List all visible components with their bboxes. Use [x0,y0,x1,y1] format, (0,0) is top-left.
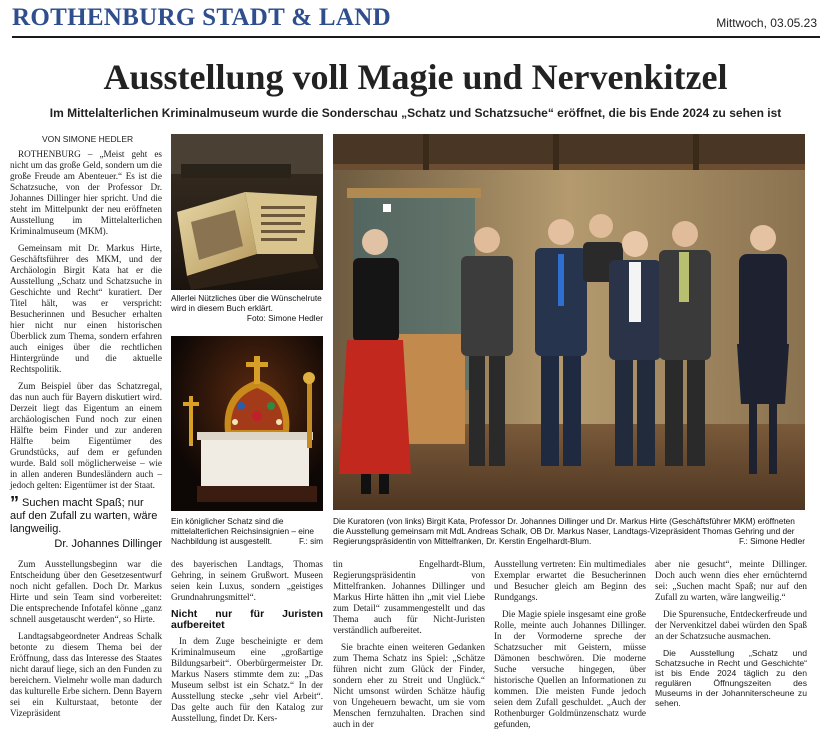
article-column-5-bottom [655,559,807,717]
crown-photo [171,336,323,511]
paragraph: des bayerischen Landtags, Thomas Gehring, in seinem Grußwort. Museen seien kein Luxus, sondern „geistiges Grundnahrungsmittel“. [171,559,323,602]
paragraph: Gemeinsam mit Dr. Markus Hirte, Geschäftsführer des MKM, und der Archäologin Birgit Kata hat er die Ausstellung „Schatz und Schatzsuche in Geschichte und Recht“ kuratiert. Der Titel hält, was er verspricht: Besucherinnen und Besucher erhalten hier nicht nur einen historischen Überblick zum Thema, sondern erfahren auch einiges über die rechtlichen Hintergründe und die aktuelle Rechtspolitik. [10,243,162,374]
paragraph: In dem Zuge bescheinigte er dem Kriminalmuseum eine „großartige Bildungsarbeit“. Oberbürgermeister Dr. Markus Nasers stimmte dem zu: „Das Museum selbst ist ein Schatz.“ In der Ausstellung stecke „sehr viel Arbeit“. Das gelte auch für den Katalog zur Ausstellung, findet Dr. Kers- [171,636,323,723]
caption-text: Allerlei Nützliches über die Wünschelrute wird in diesem Buch erklärt. [171,293,322,313]
article-byline: VON SIMONE HEDLER [42,134,134,144]
pull-quote [10,493,162,551]
paragraph: Landtagsabgeordneter Andreas Schalk betonte zu diesem Thema bei der Eröffnung, dass das Interesse des Staates nicht darauf liege, sich an den Funden zu bereichern. Vielmehr wolle man dadurch das kulturelle Erbe sichern. Denn Bayern sei ein Kulturstaat, betonte der Vizepräsident [10,631,162,718]
paragraph: Die Spurensuche, Entdeckerfreude und der Nervenkitzel dabei würden den Spaß an der Schatzsuche ausmachen. [655,609,807,641]
book-photo [171,134,323,290]
book-photo-caption [171,293,323,331]
article-column-3-bottom [333,559,485,729]
header-divider [12,36,820,38]
group-photo [333,134,805,510]
article-column-1-bottom [10,559,162,717]
pull-quote-text: Suchen macht Spaß; nur auf den Zufall zu warten, wäre langweilig. [10,497,158,535]
caption-text: Die Kuratoren (von links) Birgit Kata, Professor Dr. Johannes Dillinger und Dr. Markus Hirte (Geschäftsführer MKM) eröffneten die Ausstellung gemeinsam mit MdL Andreas Schalk, OB Dr. Markus Naser, Landtags-Vizepräsident Thomas Gehring und der Regierungspräsidentin von Mittelfranken, Dr. Kerstin Engelhardt-Blum. [333,516,795,546]
caption-text: Ein königlicher Schatz sind die mittelalterlichen Reichsinsignien – eine Nachbildung ist ausgestellt. [171,516,314,546]
paragraph: Zum Ausstellungsbeginn war die Entscheidung über den Gesetzesentwurf noch nicht gefallen. Doch Dr. Markus Hirte und sein Team sind vorbereitet: Die entsprechende Infotafel könne „ganz schnell ausgetauscht werden“, so Hirte. [10,559,162,624]
article-headline: Ausstellung voll Magie und Nervenkitzel [103,57,728,97]
paragraph: Ausstellung vertreten: Ein multimediales Exemplar erwartet die Besucherinnen und Besucher gleich am Beginn des Rundgangs. [494,559,646,602]
exhibition-info: Die Ausstellung „Schatz und Schatzsuche in Recht und Geschichte“ ist bis Ende 2024 täglich zu den regulären Öffnungszeiten des Museums in der Johanniterscheune zu sehen. [655,648,807,708]
quote-mark-icon: ” [10,493,19,513]
photo-credit: F.: sim [299,536,323,546]
paragraph: tin Engelhardt-Blum, Regierungspräsidentin von Mittelfranken. Johannes Dillinger und Markus Hirte hätten ihn „mit viel Liebe zum Detail“ zusammengestellt und das Thema auch für Nicht-Juristen verständlich aufbereitet. [333,559,485,635]
paragraph: Sie brachte einen weiteren Gedanken zum Thema Schatz ins Spiel: „Schätze führen nicht zum Glück der Finder, sondern eher zu Streit und Unglück.“ Nicht umsonst würden Schätze häufig von Ungeheuern bewacht, um sie vom Menschen fernzuhalten. Drachen sind auch in der [333,642,485,729]
paragraph: aber nie gesucht“, meinte Dillinger. Doch auch wenn dies eher ernüchternd sei: „Suchen macht Spaß; nur auf den Zufall zu warten, wäre langweilig.“ [655,559,807,602]
article-subheadline: Im Mittelalterlichen Kriminalmuseum wurde die Sonderschau „Schatz und Schatzsuche“ eröffnet, die bis Ende 2024 zu sehen ist [49,106,782,120]
photo-credit: F.: Simone Hedler [739,536,805,546]
section-subhead: Nicht nur für Juristen aufbereitet [171,608,323,631]
article-column-4-bottom [494,559,646,729]
article-column-2-bottom [171,559,323,723]
section-title: ROTHENBURG STADT & LAND [12,4,391,31]
paragraph: Zum Beispiel über das Schatzregal, das nun auch für Bayern diskutiert wird. Derzeit liegt das Eigentum an einem archäologischen Fund noch zur einen Hälfte beim Finder und zur anderen Hälfte beim Eigentümer des Grundstücks, auf dem er gefunden wurde. Bald soll möglicherweise – wie in allen anderen Bundesländern auch – jedoch gelten: Eigentümer ist der Staat. [10,381,162,490]
article-column-1-top [10,149,162,491]
pull-quote-author: Dr. Johannes Dillinger [54,538,162,550]
group-photo-caption [333,516,805,556]
paragraph: Die Magie spiele insgesamt eine große Rolle, meinte auch Johannes Dillinger. In der Vormoderne spreche der Schatzsucher mit Geistern, müsse Dämonen beschwören. Die moderne Suche versuche hingegen, über historische Quellen an Informationen zu kommen. Die meisten Funde jedoch seien dem Zufall geschuldet. „Auch der Rothenburger Goldmünzenschatz wurde gefunden, [494,609,646,729]
paragraph: ROTHENBURG – „Meist geht es nicht um das große Geld, sondern um die große Freude am Abenteuer.“ Es ist die Schatzsuche, von der Professor Dr. Johannes Dillinger hier spricht. Und die steht im Mittelpunkt der neu eröffneten Ausstellung im Mittelalterlichen Kriminalmuseum (MKM). [10,149,162,236]
photo-credit: Foto: Simone Hedler [246,313,323,323]
issue-date: Mittwoch, 03.05.23 [716,16,817,30]
